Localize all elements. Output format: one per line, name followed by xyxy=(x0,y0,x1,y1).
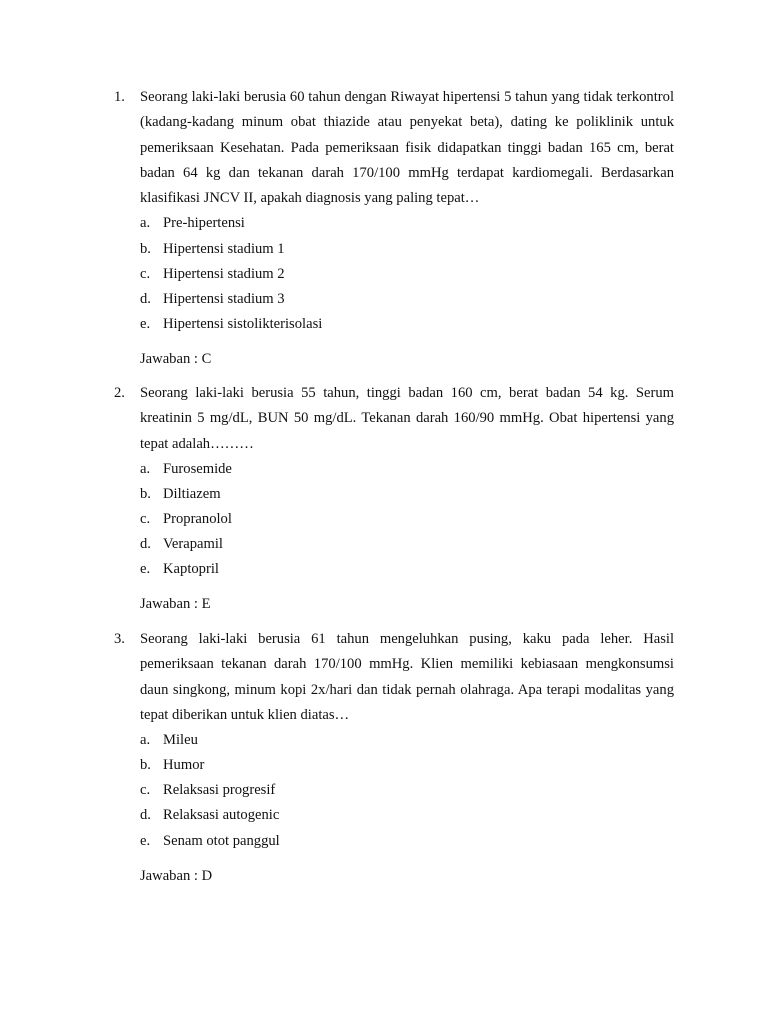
option-a xyxy=(140,728,674,753)
question-text: Seorang laki-laki berusia 55 tahun, tinggi badan 160 cm, berat badan 54 kg. Serum kreatinin 5 mg/dL, BUN 50 mg/dL. Tekanan darah 160/90 mmHg. Obat hipertensi yang tepat adalah……… xyxy=(140,385,674,452)
option-text: Senam otot panggul xyxy=(163,832,280,849)
option-d xyxy=(140,803,674,828)
option-text: Verapamil xyxy=(163,536,223,553)
option-letter: a. xyxy=(140,460,151,477)
option-letter: e. xyxy=(140,315,151,332)
option-text: Kaptopril xyxy=(163,561,219,578)
question-text: Seorang laki-laki berusia 61 tahun mengeluhkan pusing, kaku pada leher. Hasil pemeriksaan tekanan darah 170/100 mmHg. Klien memiliki kebiasaan mengkonsumsi daun singkong, minum kopi 2x/hari dan tidak pernah olahraga. Apa terapi modalitas yang tepat diberikan untuk klien diatas… xyxy=(140,631,674,723)
option-text: Hipertensi sistolikterisolasi xyxy=(163,315,323,332)
option-text: Pre-hipertensi xyxy=(163,215,245,232)
option-text: Diltiazem xyxy=(163,485,221,502)
option-text: Humor xyxy=(163,757,205,774)
option-letter: d. xyxy=(140,807,151,824)
question-stem xyxy=(114,381,674,457)
option-b xyxy=(140,482,674,507)
option-e xyxy=(140,312,674,337)
option-letter: c. xyxy=(140,511,151,528)
option-a xyxy=(140,211,674,236)
option-letter: a. xyxy=(140,732,151,749)
question-text: Seorang laki-laki berusia 60 tahun dengan Riwayat hipertensi 5 tahun yang tidak terkontrol (kadang-kadang minum obat thiazide atau penyekat beta), dating ke poliklinik untuk pemeriksaan Kesehatan. Pada pemeriksaan fisik didapatkan tinggi badan 165 cm, berat badan 64 kg dan tekanan darah 170/100 mmHg terdapat kardiomegali. Berdasarkan klasifikasi JNCV II, apakah diagnosis yang paling tepat… xyxy=(140,89,674,207)
question-1 xyxy=(114,85,674,372)
option-letter: e. xyxy=(140,832,151,849)
option-e xyxy=(140,829,674,854)
option-letter: b. xyxy=(140,757,151,774)
question-number: 1. xyxy=(114,89,125,105)
question-number: 3. xyxy=(114,631,125,647)
option-list xyxy=(114,728,674,853)
option-letter: b. xyxy=(140,240,151,257)
option-list xyxy=(114,211,674,336)
option-text: Mileu xyxy=(163,732,198,749)
option-list xyxy=(114,457,674,582)
option-text: Propranolol xyxy=(163,511,232,528)
option-c xyxy=(140,778,674,803)
option-e xyxy=(140,557,674,582)
option-letter: a. xyxy=(140,215,151,232)
option-c xyxy=(140,262,674,287)
option-letter: c. xyxy=(140,782,151,799)
option-d xyxy=(140,287,674,312)
answer-key: Jawaban : C xyxy=(140,350,212,367)
option-letter: d. xyxy=(140,290,151,307)
option-text: Furosemide xyxy=(163,460,232,477)
question-stem xyxy=(114,627,674,728)
option-letter: e. xyxy=(140,561,151,578)
question-stem xyxy=(114,85,674,211)
answer-key: Jawaban : E xyxy=(140,596,211,613)
option-letter: d. xyxy=(140,536,151,553)
option-b xyxy=(140,753,674,778)
option-letter: c. xyxy=(140,265,151,282)
option-b xyxy=(140,237,674,262)
option-text: Relaksasi progresif xyxy=(163,782,276,799)
question-3 xyxy=(114,627,674,889)
option-c xyxy=(140,507,674,532)
option-text: Relaksasi autogenic xyxy=(163,807,280,824)
option-text: Hipertensi stadium 1 xyxy=(163,240,285,257)
question-2 xyxy=(114,381,674,617)
option-d xyxy=(140,532,674,557)
option-letter: b. xyxy=(140,485,151,502)
option-a xyxy=(140,457,674,482)
answer-key: Jawaban : D xyxy=(140,867,213,884)
question-number: 2. xyxy=(114,385,125,401)
option-text: Hipertensi stadium 3 xyxy=(163,290,285,307)
option-text: Hipertensi stadium 2 xyxy=(163,265,285,282)
